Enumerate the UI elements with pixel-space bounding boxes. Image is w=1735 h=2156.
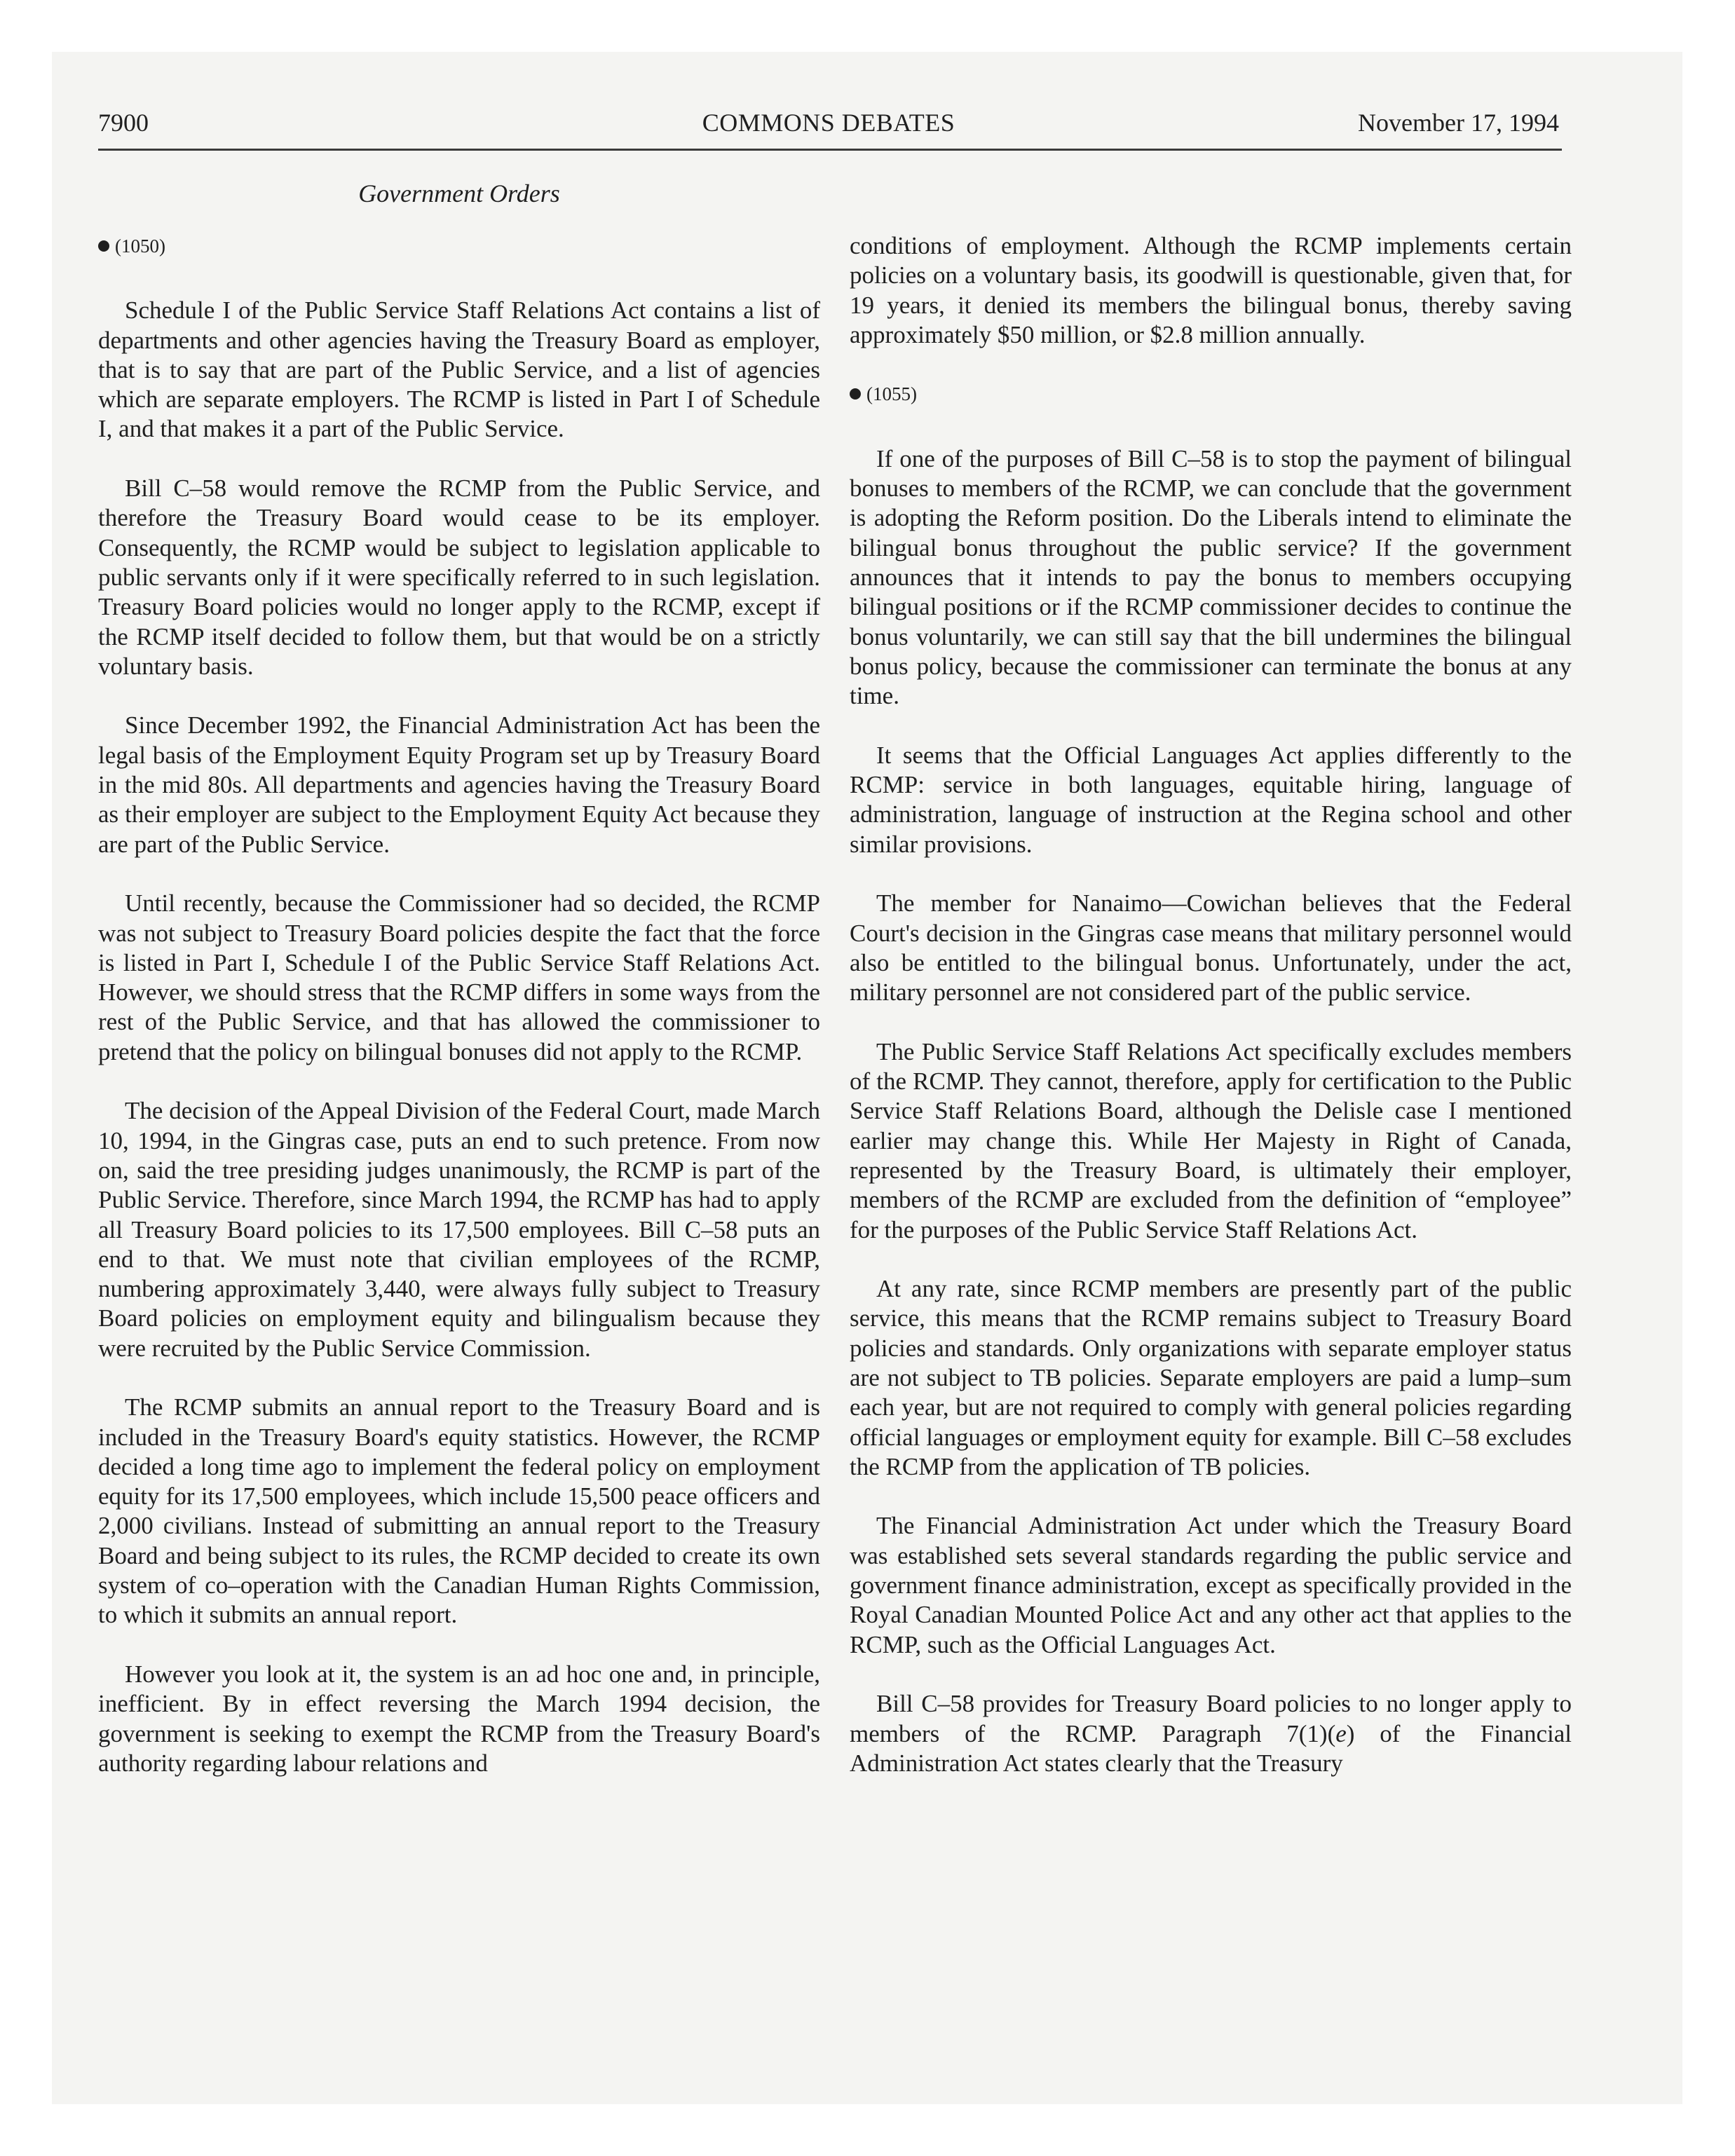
paragraph: It seems that the Official Languages Act applies differently to the RCMP: service in both languages, equitable hiring, language of administration, language of instruction at the Regina school and other similar provisions. — [850, 741, 1572, 858]
final-paragraph-end: ) of the Financial Administration Act states clearly that the Treasury — [850, 1719, 1572, 1777]
paragraph: Until recently, because the Commissioner had so decided, the RCMP was not subject to Treasury Board policies despite the fact that the force is listed in Part I, Schedule I of the Public Service Staff Relations Act. However, we should stress that the RCMP differs in some ways from the rest of the Public Service, and that has allowed the commissioner to pretend that the policy on bilingual bonuses did not apply to the RCMP. — [98, 889, 820, 1065]
section-title: Government Orders — [358, 179, 560, 207]
header-rule — [98, 149, 1562, 151]
final-paragraph — [850, 1689, 1572, 1778]
paragraph: If one of the purposes of Bill C–58 is to stop the payment of bilingual bonuses to members of the RCMP, we can conclude that the government is adopting the Reform position. Do the Liberals intend to eliminate the bilingual bonus throughout the public service? If the government announces that it intends to pay the bonus to members occupying bilingual positions or if the RCMP commissioner decides to continue the bonus voluntarily, we can still say that the bill undermines the bilingual bonus policy, because the commissioner can terminate the bonus at any time. — [850, 444, 1572, 710]
time-marker — [98, 231, 820, 261]
page-header — [98, 105, 1559, 147]
publication-title: COMMONS DEBATES — [702, 109, 955, 137]
right-column — [850, 231, 1572, 1808]
time-marker-label: (1050) — [115, 236, 165, 257]
paragraph: The member for Nanaimo—Cowichan believes that the Federal Court's decision in the Gingras case means that military personnel would also be entitled to the bilingual bonus. Unfortunately, under the act, military personnel are not considered part of the public service. — [850, 889, 1572, 1007]
final-paragraph-emphasis: e — [1335, 1719, 1347, 1747]
page-number: 7900 — [98, 109, 149, 137]
time-marker-label: (1055) — [866, 383, 917, 405]
bullet-icon — [850, 388, 861, 400]
publication-date: November 17, 1994 — [1358, 109, 1559, 137]
paragraph: The decision of the Appeal Division of the Federal Court, made March 10, 1994, in the Gingras case, puts an end to such pretence. From now on, said the tree presiding judges unanimously, the RCMP is part of the Public Service. Therefore, since March 1994, the RCMP has had to apply all Treasury Board policies to its 17,500 employees. Bill C–58 puts an end to that. We must note that civilian employees of the RCMP, numbering approximately 3,440, were always fully subject to Treasury Board policies on employment equity and bilingualism because they were recruited by the Public Service Commission. — [98, 1097, 820, 1362]
paragraph: Schedule I of the Public Service Staff Relations Act contains a list of departments and other agencies having the Treasury Board as employer, that is to say that are part of the Public Service, and a list of agencies which are separate employers. The RCMP is listed in Part I of Schedule I, and that makes it a part of the Public Service. — [98, 296, 820, 443]
bullet-icon — [98, 240, 109, 252]
continued-paragraph: conditions of employment. Although the RCMP implements certain policies on a voluntary basis, its goodwill is questionable, given that, for 19 years, it denied its members the bilingual bonus, thereby saving approximately $50 million, or $2.8 million annually. — [850, 232, 1572, 348]
paragraph: At any rate, since RCMP members are presently part of the public service, this means that the RCMP remains subject to Treasury Board policies and standards. Only organizations with separate employer status are not subject to TB policies. Separate employers are paid a lump–sum each year, but are not required to comply with general policies regarding official languages or employment equity for example. Bill C–58 excludes the RCMP from the application of TB policies. — [850, 1275, 1572, 1480]
final-paragraph-start: Bill C–58 provides for Treasury Board policies to no longer apply to members of the RCMP. Paragraph 7(1)( — [850, 1690, 1572, 1747]
paragraph: Bill C–58 would remove the RCMP from the Public Service, and therefore the Treasury Board would cease to be its employer. Consequently, the RCMP would be subject to legislation applicable to public servants only if it were specifically referred to in such legislation. Treasury Board policies would no longer apply to the RCMP, except if the RCMP itself decided to follow them, but that would be on a strictly voluntary basis. — [98, 475, 820, 680]
left-column — [98, 231, 820, 1808]
time-marker — [850, 379, 1572, 409]
paragraph: Since December 1992, the Financial Administration Act has been the legal basis of the Employment Equity Program set up by Treasury Board in the mid 80s. All departments and agencies having the Treasury Board as their employer are subject to the Employment Equity Act because they are part of the Public Service. — [98, 711, 820, 858]
paragraph: The RCMP submits an annual report to the Treasury Board and is included in the Treasury Board's equity statistics. However, the RCMP decided a long time ago to implement the federal policy on employment equity for its 17,500 employees, which include 15,500 peace officers and 2,000 civilians. Instead of submitting an annual report to the Treasury Board and being subject to its rules, the RCMP decided to create its own system of co–operation with the Canadian Human Rights Commission, to which it submits an annual report. — [98, 1393, 820, 1629]
paragraph: The Financial Administration Act under which the Treasury Board was established sets several standards regarding the public service and government finance administration, except as specifically provided in the Royal Canadian Mounted Police Act and any other act that applies to the RCMP, such as the Official Languages Act. — [850, 1512, 1572, 1658]
paragraph: However you look at it, the system is an ad hoc one and, in principle, inefficient. By in effect reversing the March 1994 decision, the government is seeking to exempt the RCMP from the Treasury Board's authority regarding labour relations and — [98, 1660, 820, 1777]
paragraph: The Public Service Staff Relations Act specifically excludes members of the RCMP. They cannot, therefore, apply for certification to the Public Service Staff Relations Board, although the Delisle case I mentioned earlier may change this. While Her Majesty in Right of Canada, represented by the Treasury Board, is ultimately their employer, members of the RCMP are excluded from the definition of “employee” for the purposes of the Public Service Staff Relations Act. — [850, 1037, 1572, 1243]
